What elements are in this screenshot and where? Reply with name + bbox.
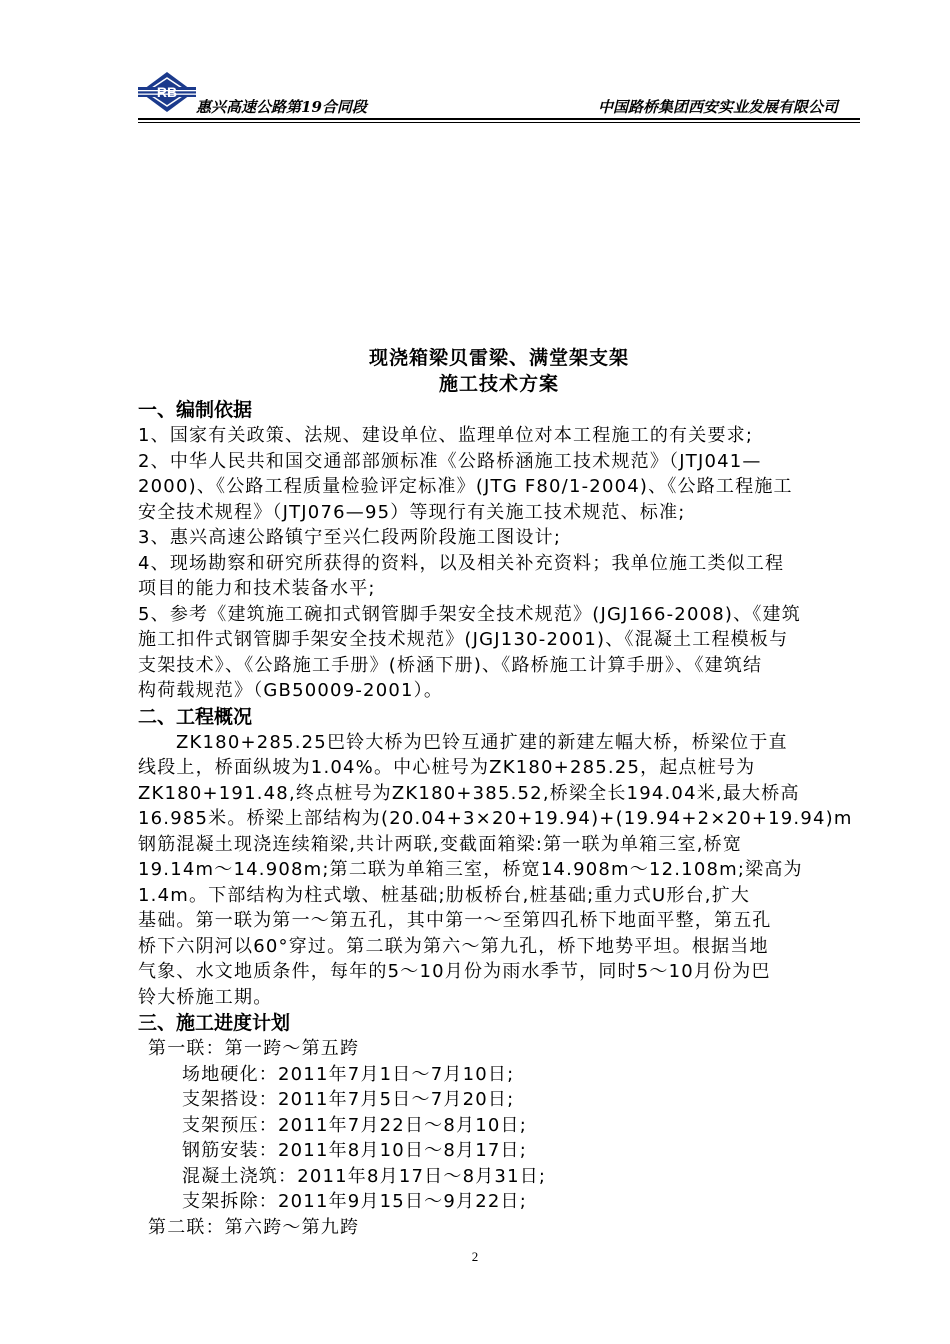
paragraph-line: 16.985米。桥梁上部结构为(20.04+3×20+19.94)+(19.94+2×20+19.94)m (138, 808, 853, 829)
rb-logo-icon (138, 70, 196, 114)
schedule-item: 支架拆除：2011年9月15日～9月22日; (182, 1191, 527, 1212)
paragraph-line: 2、中华人民共和国交通部部颁标准《公路桥涵施工技术规范》（JTJ041— (138, 450, 762, 472)
paragraph-line: 1、国家有关政策、法规、建设单位、监理单位对本工程施工的有关要求; (138, 425, 754, 446)
schedule-group-1: 第一联：第一跨～第五跨 (148, 1038, 360, 1059)
paragraph-line: 2000)、《公路工程质量检验评定标准》(JTG F80/1-2004)、《公路工程施工 (138, 476, 793, 497)
paragraph-line: 铃大桥施工期。 (138, 986, 273, 1008)
section-heading-overview: 二、工程概况 (138, 705, 253, 728)
page-number: 2 (471, 1249, 479, 1264)
paragraph-line: 钢筋混凝土现浇连续箱梁,共计两联,变截面箱梁:第一联为单箱三室,桥宽 (138, 833, 743, 855)
header-rule-thick (138, 118, 860, 120)
schedule-item: 混凝土浇筑：2011年8月17日～8月31日; (182, 1165, 547, 1187)
page-header (138, 70, 860, 120)
paragraph-line: 施工扣件式钢管脚手架安全技术规范》(JGJ130-2001)、《混凝土工程模板与 (138, 629, 789, 650)
paragraph-line: 基础。第一联为第一～第五孔，其中第一～至第四孔桥下地面平整，第五孔 (138, 910, 772, 931)
paragraph-line: ZK180+191.48,终点桩号为ZK180+385.52,桥梁全长194.04米,最大桥高 (138, 782, 800, 804)
document-title-line-2: 施工技术方案 (438, 373, 559, 395)
paragraph-line: 3、惠兴高速公路镇宁至兴仁段两阶段施工图设计; (138, 527, 562, 548)
header-left-title: 惠兴高速公路第19合同段 (196, 98, 367, 116)
document-body (138, 345, 860, 1240)
section-heading-schedule: 三、施工进度计划 (138, 1012, 291, 1034)
schedule-group-2: 第二联：第六跨～第九跨 (148, 1216, 360, 1238)
section-heading-basis: 一、编制依据 (138, 399, 253, 421)
document-title-line-1: 现浇箱梁贝雷梁、满堂架支架 (368, 347, 629, 369)
paragraph-line: 4、现场勘察和研究所获得的资料，以及相关补充资料；我单位施工类似工程 (138, 552, 785, 574)
logo-text: RB (156, 84, 178, 100)
paragraph-line: 构荷载规范》（GB50009-2001）。 (138, 680, 444, 701)
schedule-item: 场地硬化：2011年7月1日～7月10日; (182, 1063, 515, 1085)
paragraph-line: 线段上，桥面纵坡为1.04%。中心桩号为ZK180+285.25，起点桩号为 (138, 757, 756, 778)
header-right-title: 中国路桥集团西安实业发展有限公司 (597, 98, 838, 116)
schedule-item: 支架搭设：2011年7月5日～7月20日; (182, 1089, 515, 1110)
paragraph-line: 5、参考《建筑施工碗扣式钢管脚手架安全技术规范》(JGJ166-2008)、《建筑 (138, 603, 801, 625)
schedule-item: 支架预压：2011年7月22日～8月10日; (182, 1114, 527, 1136)
paragraph-line: 支架技术》、《公路施工手册》(桥涵下册)、《路桥施工计算手册》、《建筑结 (138, 654, 763, 676)
paragraph-line: 气象、水文地质条件，每年的5～10月份为雨水季节，同时5～10月份为巴 (138, 961, 771, 982)
paragraph-line: 1.4m。下部结构为柱式墩、桩基础;肋板桥台,桩基础;重力式U形台,扩大 (138, 884, 751, 906)
schedule-item: 钢筋安装：2011年8月10日～8月17日; (182, 1140, 527, 1161)
paragraph-line: 项目的能力和技术装备水平; (138, 578, 376, 599)
paragraph-line: 桥下六阴河以60°穿过。第二联为第六～第九孔，桥下地势平坦。根据当地 (138, 935, 769, 957)
header-rule-thin (138, 122, 860, 123)
paragraph-line: 19.14m～14.908m;第二联为单箱三室，桥宽14.908m～12.108m;梁高为 (138, 859, 803, 880)
paragraph-line: ZK180+285.25巴铃大桥为巴铃互通扩建的新建左幅大桥，桥梁位于直 (176, 731, 788, 753)
paragraph-line: 安全技术规程》（JTJ076—95）等现行有关施工技术规范、标准; (138, 501, 686, 523)
